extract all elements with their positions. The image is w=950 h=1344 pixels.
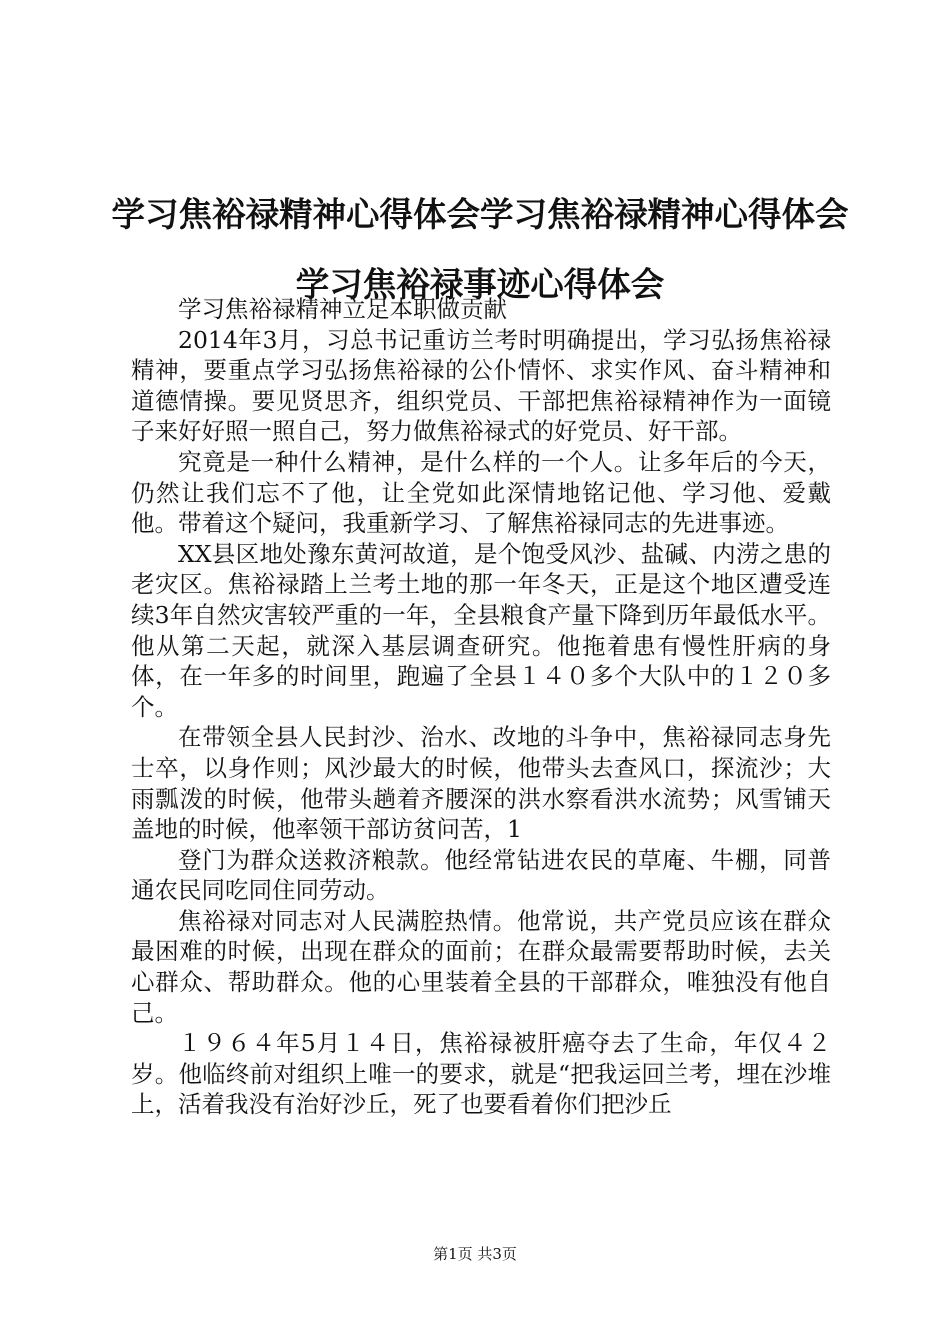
paragraph: 登门为群众送救济粮款。他经常钻进农民的草庵、牛棚，同普通农民同吃同住同劳动。 (131, 845, 831, 905)
document-body (131, 294, 831, 1120)
paragraph: 在带领全县人民封沙、治水、改地的斗争中，焦裕禄同志身先士卒，以身作则；风沙最大的时候，他带头去查风口，探流沙；大雨瓢泼的时候，他带头趟着齐腰深的洪水察看洪水流势；风雪铺天盖地的时候，他率领干部访贫问苦，1 (131, 723, 831, 844)
paragraph: １９６４年5月１４日，焦裕禄被肝癌夺去了生命，年仅４２岁。他临终前对组织上唯一的要求，就是“把我运回兰考，埋在沙堆上，活着我没有治好沙丘，死了也要看着你们把沙丘 (131, 1029, 831, 1119)
paragraph-subtitle: 学习焦裕禄精神立足本职做贡献 (178, 295, 507, 323)
paragraph: 焦裕禄对同志对人民满腔热情。他常说，共产党员应该在群众最困难的时候，出现在群众的面前；在群众最需要帮助时候，去关心群众、帮助群众。他的心里装着全县的干部群众，唯独没有他自己。 (131, 906, 831, 1027)
document-title: 学习焦裕禄精神心得体会学习焦裕禄精神心得体会学习焦裕禄事迹心得体会 (111, 195, 849, 304)
paragraph: 究竟是一种什么精神，是什么样的一个人。让多年后的今天，仍然让我们忘不了他，让全党如此深情地铭记他、学习他、爱戴他。带着这个疑问，我重新学习、了解焦裕禄同志的先进事迹。 (131, 447, 831, 538)
paragraph: 2014年3月，习总书记重访兰考时明确提出，学习弘扬焦裕禄精神，要重点学习弘扬焦裕禄的公仆情怀、求实作风、奋斗精神和道德情操。要见贤思齐，组织党员、干部把焦裕禄精神作为一面镜子来好好照一照自己，努力做焦裕禄式的好党员、好干部。 (131, 325, 831, 446)
paragraph: XX县区地处豫东黄河故道，是个饱受风沙、盐碱、内涝之患的老灾区。焦裕禄踏上兰考土地的那一年冬天，正是这个地区遭受连续3年自然灾害较严重的一年，全县粮食产量下降到历年最低水平。他从第二天起，就深入基层调查研究。他拖着患有慢性肝病的身体，在一年多的时间里，跑遍了全县１４０多个大队中的１２０多个。 (131, 539, 831, 721)
page-number-footer: 第1页 共3页 (433, 1245, 517, 1263)
